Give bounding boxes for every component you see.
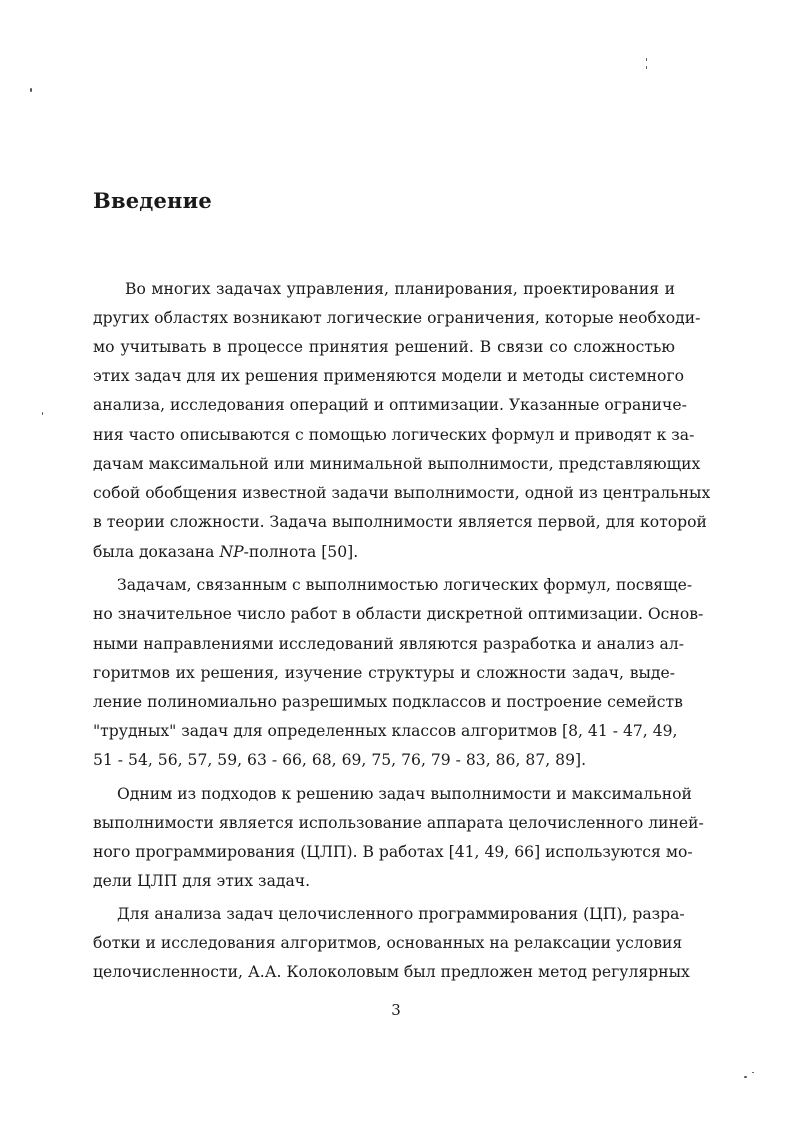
paragraph-3-line-2: выполнимости является использование аппарата целочисленного линей- — [93, 814, 704, 832]
scan-speck — [646, 58, 647, 61]
paragraph-1-line-7: дачам максимальной или минимальной выполнимости, представляющих — [93, 455, 701, 473]
scan-speck — [752, 1072, 754, 1073]
text-run: была доказана — [93, 543, 220, 561]
math-np: NP — [219, 543, 244, 561]
text-run: -полнота [50]. — [243, 543, 359, 561]
paragraph-1-line-10 — [93, 542, 675, 562]
scan-speck — [744, 1076, 747, 1078]
paragraph-1-line-2: других областях возникают логические ограничения, которые необходи- — [93, 309, 701, 327]
paragraph-2-line-7: 51 - 54, 56, 57, 59, 63 - 66, 68, 69, 75, 76, 79 - 83, 86, 87, 89]. — [93, 751, 587, 769]
paragraph-1-line-6: ния часто описываются с помощью логических формул и приводят к за- — [93, 426, 695, 444]
paragraph-2-line-5: ление полиномиально разрешимых подклассов и построение семейств — [93, 693, 683, 711]
paragraph-4-line-3: целочисленности, А.А. Колоколовым был предложен метод регулярных — [93, 963, 690, 981]
paragraph-1-line-8: собой обобщения известной задачи выполнимости, одной из центральных — [93, 484, 711, 502]
paragraph-2-line-3: ными направлениями исследований являются разработка и анализ ал- — [93, 635, 684, 653]
paragraph-1-line-9: в теории сложности. Задача выполнимости является первой, для которой — [93, 513, 707, 531]
paragraph-1-line-4: этих задач для их решения применяются модели и методы системного — [93, 367, 685, 385]
scan-speck — [646, 66, 647, 69]
paragraph-2-line-6: "трудных" задач для определенных классов алгоритмов [8, 41 - 47, 49, — [93, 722, 678, 740]
paragraph-3-line-1: Одним из подходов к решению задач выполнимости и максимальной — [117, 785, 692, 803]
scan-speck — [42, 412, 43, 415]
paragraph-1-line-5: анализа, исследования операций и оптимизации. Указанные ограниче- — [93, 396, 687, 414]
paragraph-1-line-3: мо учитывать в процессе принятия решений. В связи со сложностью — [93, 338, 675, 356]
paragraph-4-line-1: Для анализа задач целочисленного программирования (ЦП), разра- — [117, 905, 685, 923]
paragraph-3-line-3: ного программирования (ЦЛП). В работах [41, 49, 66] используются мо- — [93, 843, 693, 861]
paragraph-2-line-1: Задачам, связанным с выполнимостью логических формул, посвяще- — [117, 576, 693, 594]
page-number: 3 — [391, 1001, 401, 1019]
paragraph-4-line-2: ботки и исследования алгоритмов, основанных на релаксации условия — [93, 934, 683, 952]
scan-speck — [30, 88, 32, 92]
paragraph-1-line-1: Во многих задачах управления, планирования, проектирования и — [125, 280, 675, 298]
paragraph-2-line-2: но значительное число работ в области дискретной оптимизации. Основ- — [93, 605, 704, 623]
section-heading: Введение — [93, 188, 212, 213]
paragraph-2-line-4: горитмов их решения, изучение структуры и сложности задач, выде- — [93, 664, 675, 682]
paragraph-3-line-4: дели ЦЛП для этих задач. — [93, 872, 311, 890]
